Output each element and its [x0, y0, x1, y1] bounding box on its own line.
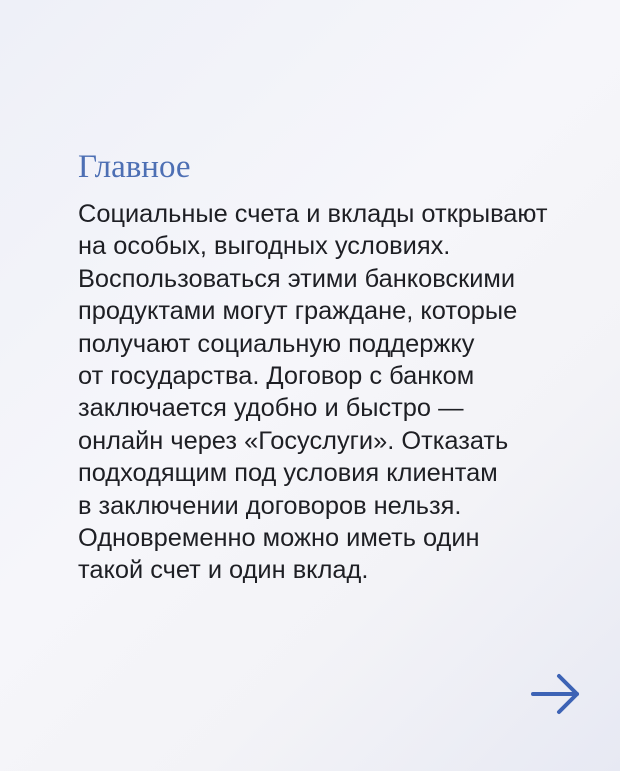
body-line: онлайн через «Госуслуги». Отказать — [78, 426, 509, 455]
body-line: получают социальную поддержку — [78, 329, 475, 358]
body-line: подходящим под условия клиентам — [78, 459, 498, 488]
body-line: Социальные счета и вклады открывают — [78, 200, 548, 228]
body-line: заключается удобно и быстро — — [78, 394, 464, 423]
body-line: на особых, выгодных условиях. — [78, 232, 451, 261]
body-line: Одновременно можно иметь один — [78, 524, 480, 553]
arrow-right-icon-svg — [530, 672, 582, 716]
card-body-text — [78, 198, 548, 587]
body-line: такой счет и один вклад. — [78, 556, 369, 585]
arrow-right-icon[interactable] — [530, 672, 582, 716]
card-heading: Главное — [78, 149, 191, 185]
body-line: от государства. Договор с банком — [78, 362, 475, 391]
body-line: продуктами могут граждане, которые — [78, 297, 518, 326]
body-line: в заключении договоров нельзя. — [78, 491, 462, 520]
body-line: Воспользоваться этими банковскими — [78, 264, 516, 293]
